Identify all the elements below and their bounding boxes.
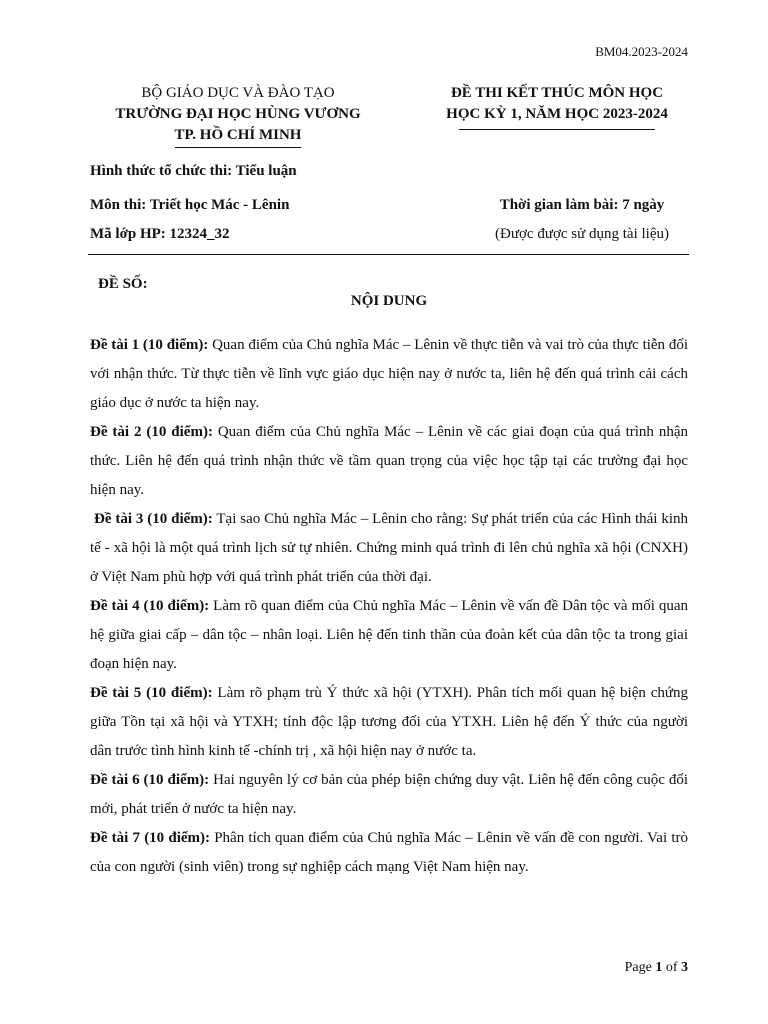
exam-class-row	[90, 226, 688, 243]
exam-number: ĐỀ SỐ:	[98, 276, 148, 292]
page-prefix: Page	[624, 960, 656, 975]
topic-label: Đề tài 6 (10 điểm):	[90, 772, 210, 788]
topic-label: Đề tài 2 (10 điểm):	[90, 424, 213, 440]
page-current: 1	[655, 960, 663, 975]
content-title: NỘI DUNG	[350, 293, 428, 309]
exam-semester: HỌC KỲ 1, NĂM HỌC 2023-2024	[446, 106, 668, 122]
topic-label: Đề tài 1 (10 điểm):	[90, 337, 209, 353]
page-number	[625, 960, 688, 976]
class-code: Mã lớp HP: 12324_32	[90, 226, 230, 242]
city-name: TP. HỒ CHÍ MINH	[175, 125, 302, 148]
exam-title: ĐỀ THI KẾT THÚC MÔN HỌC	[450, 85, 664, 101]
page-middle: of	[662, 960, 681, 975]
exam-subject: Môn thi: Triết học Mác - Lênin	[90, 197, 290, 213]
ministry-name: BỘ GIÁO DỤC VÀ ĐÀO TẠO	[141, 85, 335, 101]
exam-header	[412, 83, 702, 130]
materials-note: (Được được sử dụng tài liệu)	[495, 226, 669, 242]
topic-item	[90, 679, 688, 766]
topic-text: Quan điểm của Chủ nghĩa Mác – Lênin về thực tiễn và vai trò của thực tiễn đối với nhận thức. Từ thực tiễn về lĩnh vực giáo dục hiện nay ở nước ta, liên hệ đến quá trình cải cách giáo dục ở nước ta hiện nay.	[90, 337, 688, 411]
topic-item	[90, 505, 688, 592]
topic-item	[90, 418, 688, 505]
topic-label: Đề tài 7 (10 điểm):	[90, 830, 211, 846]
topic-text: Làm rõ phạm trù Ý thức xã hội (YTXH). Phân tích mối quan hệ biện chứng giữa Tồn tại xã hội và YTXH; tính độc lập tương đối của YTXH. Liên hệ đến Ý thức của người dân trước tình hình kinh tế -chính trị , xã hội hiện nay ở nước ta.	[90, 685, 688, 759]
exam-header-underline	[459, 129, 655, 130]
institution-header	[88, 83, 388, 148]
topic-label: Đề tài 5 (10 điểm):	[90, 685, 213, 701]
topic-label: Đề tài 3 (10 điểm):	[94, 511, 213, 527]
exam-duration: Thời gian làm bài: 7 ngày	[499, 197, 665, 213]
topic-item	[90, 331, 688, 418]
topic-text: Phân tích quan điểm của Chủ nghĩa Mác – Lênin về vấn đề con người. Vai trò của con người (sinh viên) trong sự nghiệp cách mạng Việt Nam hiện nay.	[90, 830, 688, 875]
exam-format: Hình thức tổ chức thi: Tiểu luận	[90, 163, 297, 179]
university-name: TRƯỜNG ĐẠI HỌC HÙNG VƯƠNG	[115, 106, 361, 122]
topic-list	[90, 331, 688, 882]
topic-item	[90, 766, 688, 824]
topic-text: Hai nguyên lý cơ bản của phép biện chứng duy vật. Liên hệ đến công cuộc đổi mới, phát triển ở nước ta hiện nay.	[90, 772, 688, 817]
topic-text: Làm rõ quan điểm của Chủ nghĩa Mác – Lênin về vấn đề Dân tộc và mối quan hệ giữa giai cấp – dân tộc – nhân loại. Liên hệ đến tinh thần của đoàn kết của dân tộc ta trong giai đoạn hiện nay.	[90, 598, 688, 672]
exam-format-row	[90, 163, 688, 180]
topic-item	[90, 592, 688, 679]
form-code: BM04.2023-2024	[595, 44, 688, 59]
topic-text: Quan điểm của Chủ nghĩa Mác – Lênin về các giai đoạn của quá trình nhận thức. Liên hệ đến quá trình nhận thức về tầm quan trọng của việc học tập tại các trường đại học hiện nay.	[90, 424, 688, 498]
section-divider	[88, 254, 689, 255]
exam-subject-row	[90, 197, 688, 214]
topic-item	[90, 824, 688, 882]
topic-label: Đề tài 4 (10 điểm):	[90, 598, 210, 614]
page-total: 3	[681, 960, 688, 975]
topic-text: Tại sao Chủ nghĩa Mác – Lênin cho rằng: Sự phát triển của các Hình thái kinh tế - xã hội là một quá trình lịch sử tự nhiên. Chứng minh quá trình đi lên chủ nghĩa xã hội (CNXH) ở Việt Nam phù hợp với quá trình phát triển của thời đại.	[90, 511, 688, 585]
